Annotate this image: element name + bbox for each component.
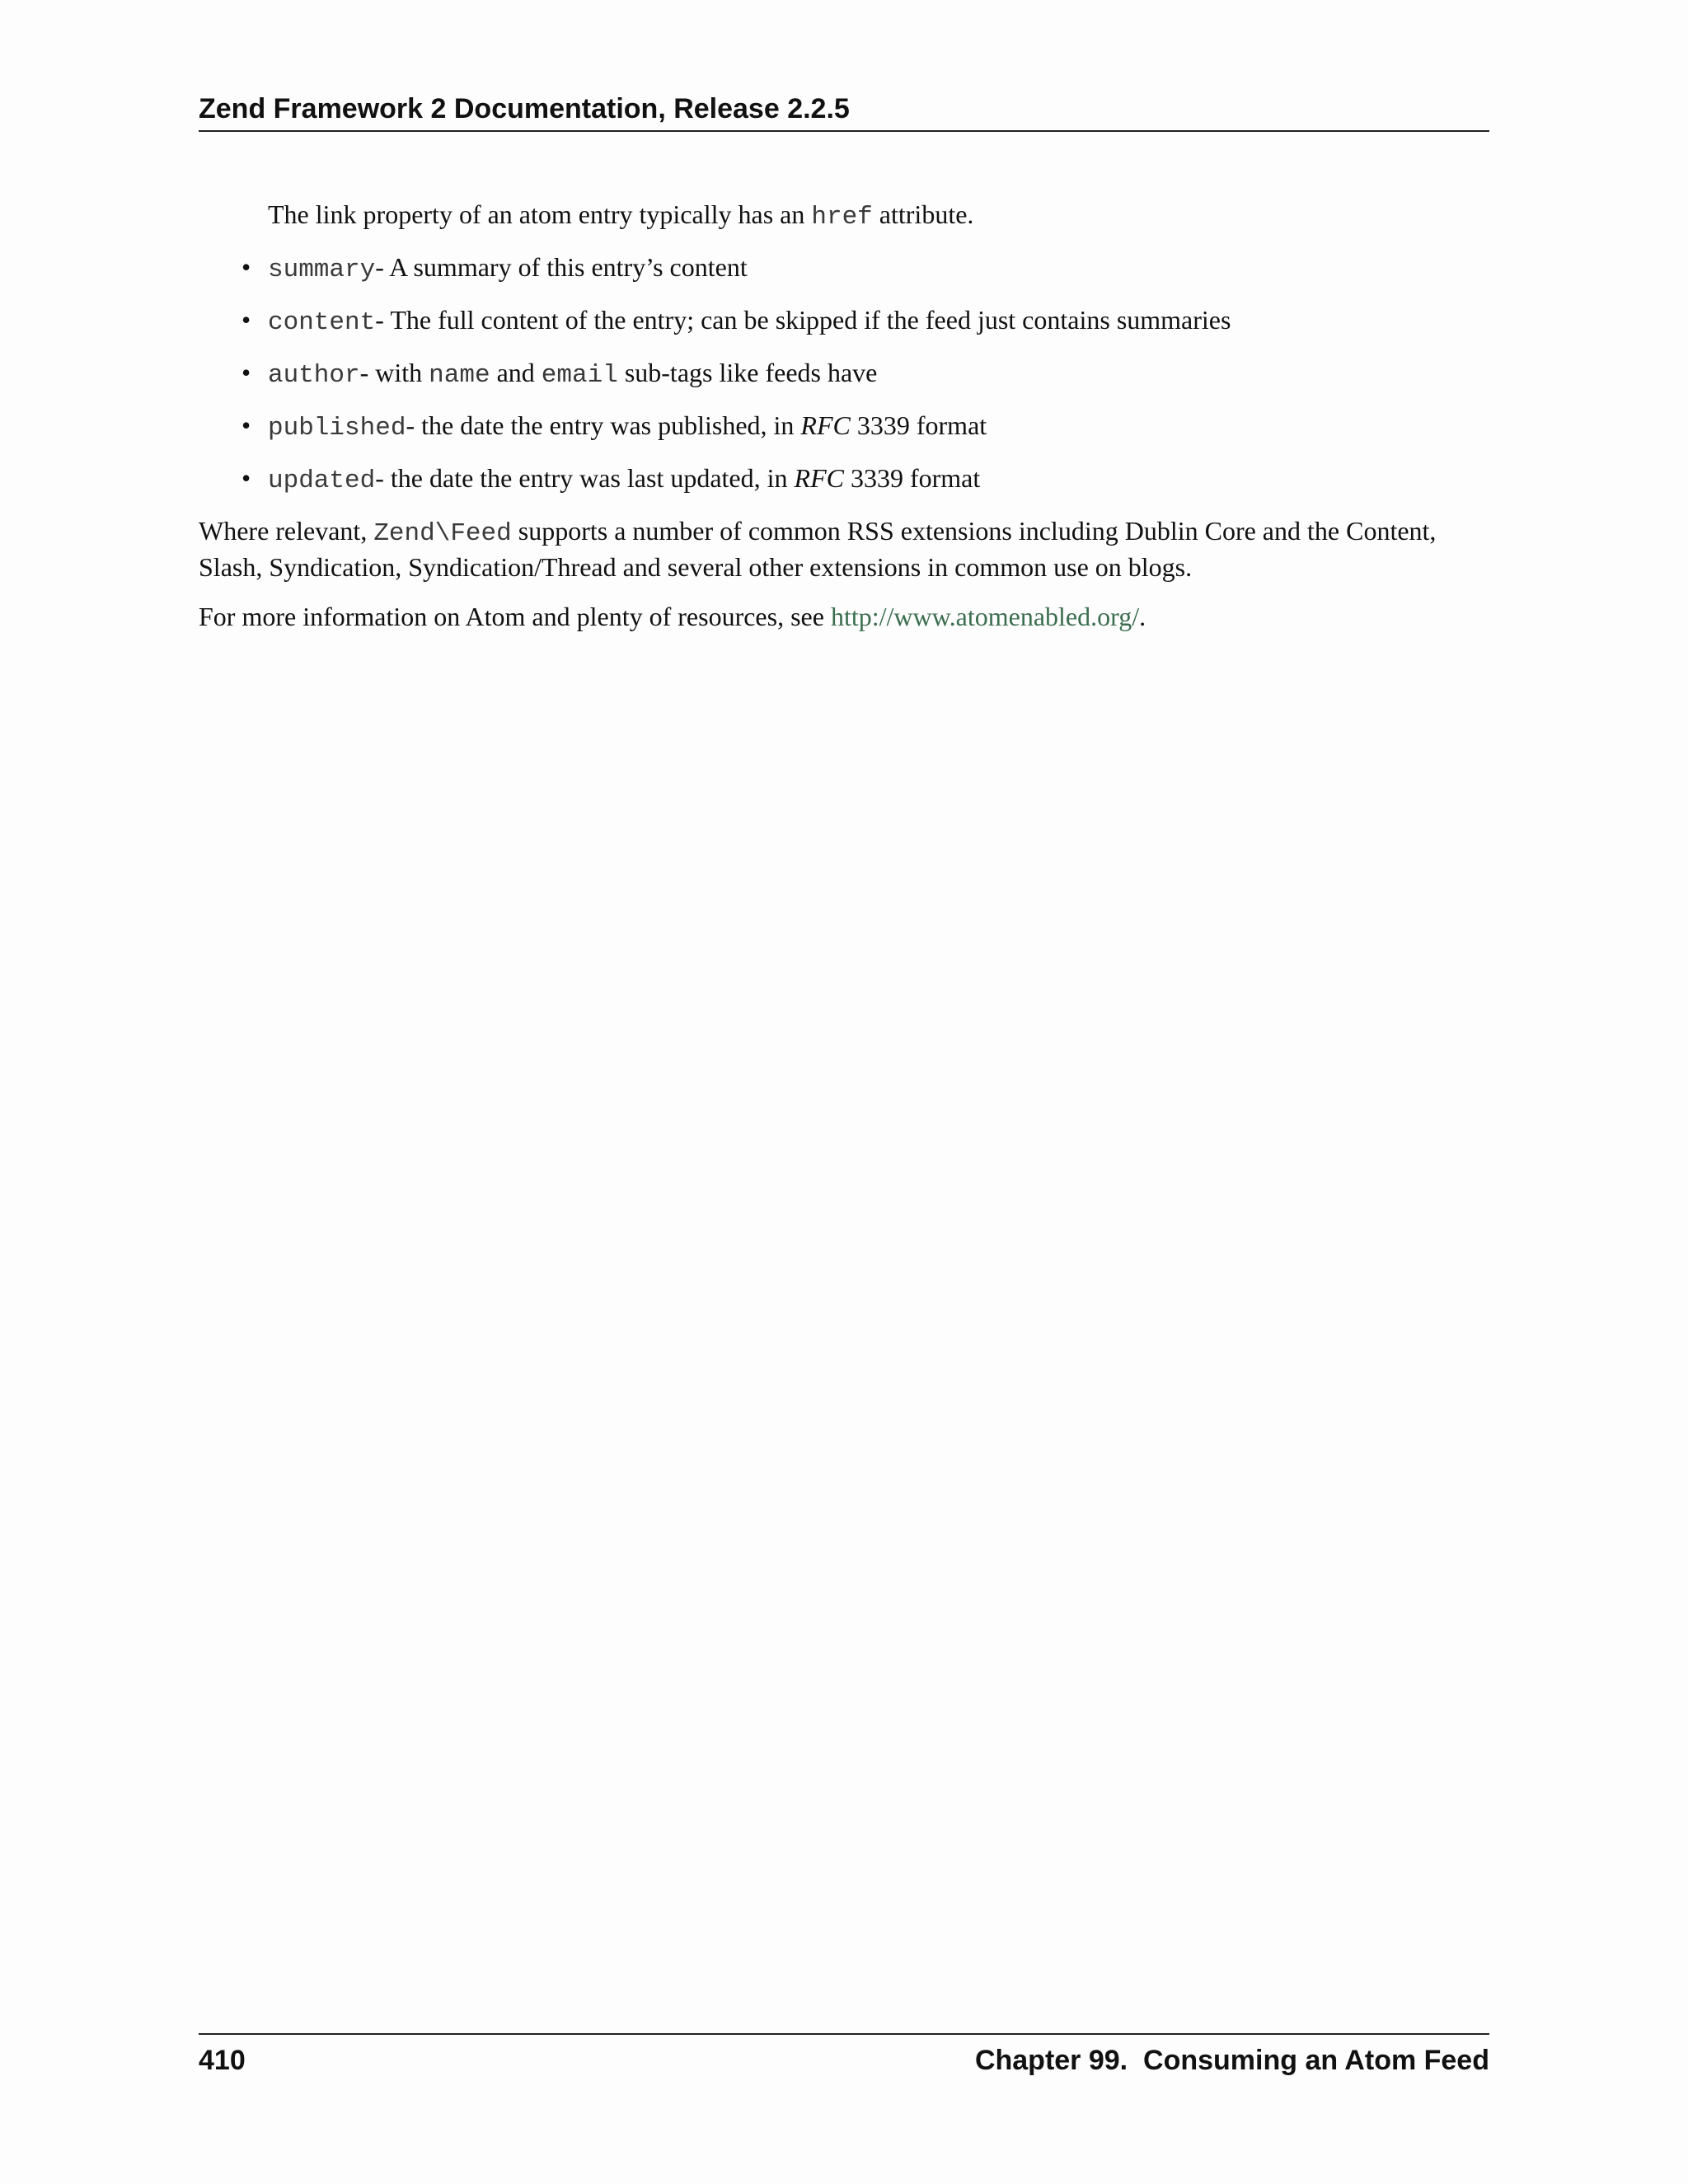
relevant-post: supports a number of common RSS extensions including Dublin Core and the Content, Slash, Syndication, Syndication/Thread and several other extensions in common use on blogs. xyxy=(199,516,1437,582)
chapter-title: Chapter 99. Consuming an Atom Feed xyxy=(974,2045,1489,2076)
published-rfc: RFC xyxy=(800,410,851,440)
updated-rfc: RFC xyxy=(794,463,844,493)
author-code: author xyxy=(268,361,360,390)
page-footer xyxy=(199,2033,1489,2084)
published-code: published xyxy=(268,414,406,443)
published-text-post: 3339 format xyxy=(850,410,987,440)
summary-code: summary xyxy=(268,255,376,284)
name-code: name xyxy=(429,361,490,390)
updated-code: updated xyxy=(268,466,376,495)
link-para-post: attribute. xyxy=(872,199,974,229)
more-pre: For more information on Atom and plenty of resources, see xyxy=(199,602,831,631)
author-text-pre: - with xyxy=(359,358,429,387)
list-item-content xyxy=(199,303,1489,340)
link-para-pre: The link property of an atom entry typically has an xyxy=(268,199,812,229)
atomenabled-link[interactable]: http://www.atomenabled.org/ xyxy=(830,602,1140,631)
updated-text-post: 3339 format xyxy=(843,463,981,493)
page-number: 410 xyxy=(199,2045,246,2076)
updated-text-pre: - the date the entry was last updated, in xyxy=(375,463,795,493)
summary-text: - A summary of this entry’s content xyxy=(375,252,748,282)
content-text: - The full content of the entry; can be skipped if the feed just contains summaries xyxy=(375,305,1231,335)
bullet-icon: • xyxy=(241,410,251,440)
bullet-icon: • xyxy=(241,358,251,387)
href-code: href xyxy=(811,203,873,232)
email-code: email xyxy=(541,361,618,390)
content-code: content xyxy=(268,308,376,337)
author-text-post: sub-tags like feeds have xyxy=(617,358,878,387)
zend-feed-code: Zend\Feed xyxy=(373,519,512,548)
extensions-paragraph xyxy=(199,514,1489,583)
bullet-icon: • xyxy=(241,252,251,282)
relevant-pre: Where relevant, xyxy=(199,516,374,546)
page-content xyxy=(199,198,1489,649)
published-text-pre: - the date the entry was published, in xyxy=(406,410,801,440)
link-property-paragraph xyxy=(268,198,1489,234)
header-title: Zend Framework 2 Documentation, Release 2.2.5 xyxy=(199,93,850,124)
list-item-author xyxy=(199,356,1489,392)
list-item-updated xyxy=(199,462,1489,498)
author-text-mid: and xyxy=(490,358,542,387)
list-item-published xyxy=(199,409,1489,445)
entry-properties-list xyxy=(199,251,1489,498)
list-item-summary xyxy=(199,251,1489,287)
bullet-icon: • xyxy=(241,305,251,335)
more-info-paragraph xyxy=(199,600,1489,633)
page-header xyxy=(199,92,1489,132)
bullet-icon: • xyxy=(241,463,251,493)
more-post: . xyxy=(1139,602,1146,631)
